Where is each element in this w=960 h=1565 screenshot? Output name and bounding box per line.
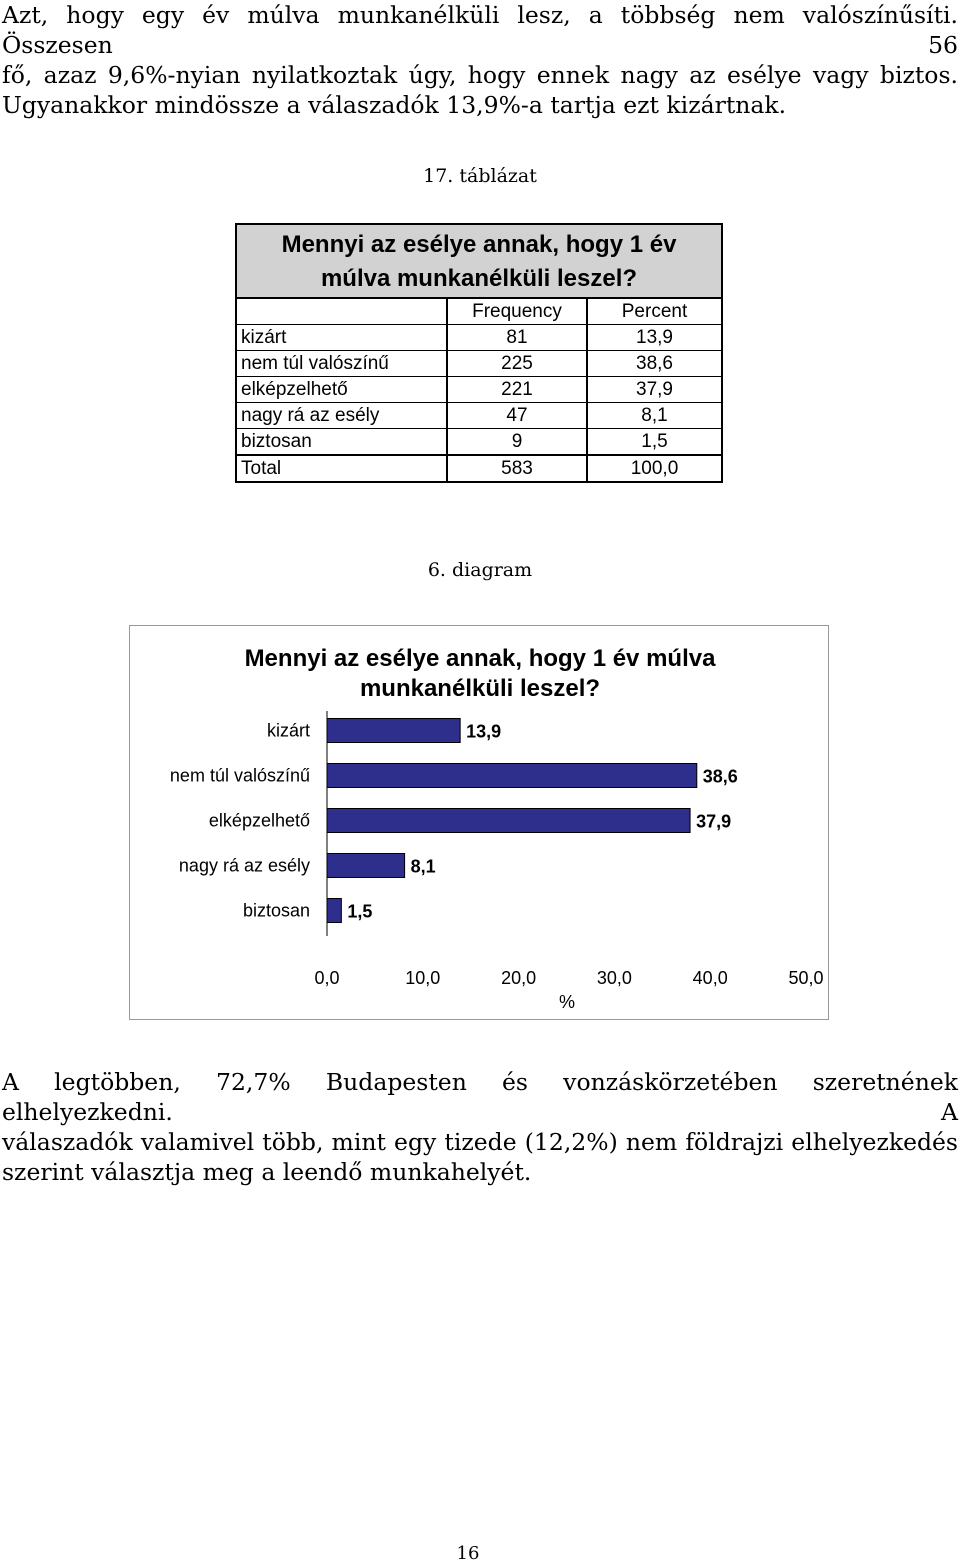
chart-caption: 6. diagram (427, 559, 533, 581)
total-label: Total (236, 455, 447, 482)
closing-line-3: szerint választja meg a leendő munkahelyét. (2, 1158, 532, 1186)
table-header-row (236, 298, 722, 325)
bar (327, 764, 697, 788)
row-percent: 37,9 (587, 377, 722, 403)
bar-chart-svg (130, 626, 828, 1019)
table-title (236, 224, 722, 298)
x-tick-label: 20,0 (501, 968, 537, 988)
row-frequency: 225 (447, 351, 587, 377)
bar (327, 809, 690, 833)
chart-title-line-1: Mennyi az esélye annak, hogy 1 év múlva (244, 645, 716, 672)
row-label: nem túl valószínű (236, 351, 447, 377)
table-row (236, 403, 722, 429)
category-label: kizárt (266, 720, 310, 741)
bar (327, 854, 405, 878)
row-frequency: 81 (447, 325, 587, 351)
row-label: kizárt (236, 325, 447, 351)
x-tick-label: 50,0 (788, 968, 824, 988)
x-tick-label: 40,0 (692, 968, 728, 988)
row-percent: 8,1 (587, 403, 722, 429)
table-title-line-2: múlva munkanélküli leszel? (320, 265, 638, 292)
table-row (236, 351, 722, 377)
frequency-table (235, 223, 723, 483)
category-label: biztosan (242, 900, 310, 921)
row-frequency: 47 (447, 403, 587, 429)
bar-value-label: 13,9 (466, 721, 502, 742)
closing-line-2: válaszadók valamivel több, mint egy tizede (12,2%) nem földrajzi elhelyezkedés (2, 1128, 958, 1156)
chart-title-line-2: munkanélküli leszel? (359, 675, 601, 702)
header-label (236, 298, 447, 325)
table-row (236, 429, 722, 456)
category-label: nem túl valószínű (169, 765, 310, 786)
bar-value-label: 8,1 (410, 856, 436, 877)
bar-chart (129, 625, 829, 1020)
closing-line-1: A legtöbben, 72,7% Budapesten és vonzáskörzetében szeretnének elhelyezkedni. A (2, 1068, 958, 1126)
x-tick-label: 30,0 (596, 968, 632, 988)
row-frequency: 221 (447, 377, 587, 403)
total-percent: 100,0 (587, 455, 722, 482)
x-tick-label: 10,0 (405, 968, 441, 988)
intro-line-1: Azt, hogy egy év múlva munkanélküli lesz, a többség nem valószínűsíti. Összesen 56 (2, 1, 958, 59)
category-label: nagy rá az esély (178, 855, 310, 876)
bar-value-label: 37,9 (696, 811, 732, 832)
intro-paragraph (2, 0, 958, 120)
row-label: elképzelhető (236, 377, 447, 403)
row-percent: 13,9 (587, 325, 722, 351)
table-title-line-1: Mennyi az esélye annak, hogy 1 év (281, 231, 677, 258)
intro-line-2: fő, azaz 9,6%-nyian nyilatkoztak úgy, hogy ennek nagy az esélye vagy biztos. (2, 61, 958, 89)
page-number: 16 (456, 1543, 480, 1564)
table-caption: 17. táblázat (423, 165, 537, 187)
row-label: nagy rá az esély (236, 403, 447, 429)
table-row (236, 377, 722, 403)
bar-value-label: 1,5 (347, 901, 373, 922)
table-row (236, 325, 722, 351)
intro-line-3: Ugyanakkor mindössze a válaszadók 13,9%-a tartja ezt kizártnak. (2, 91, 787, 119)
row-label: biztosan (236, 429, 447, 456)
table-total-row (236, 455, 722, 482)
bar-value-label: 38,6 (702, 766, 738, 787)
x-tick-label: 0,0 (314, 968, 340, 988)
row-percent: 38,6 (587, 351, 722, 377)
category-label: elképzelhető (208, 810, 310, 831)
bar (327, 899, 341, 923)
bar (327, 719, 460, 743)
header-frequency: Frequency (447, 298, 587, 325)
row-frequency: 9 (447, 429, 587, 456)
closing-paragraph (2, 1067, 958, 1187)
row-percent: 1,5 (587, 429, 722, 456)
header-percent: Percent (587, 298, 722, 325)
x-axis-label: % (558, 992, 576, 1012)
total-frequency: 583 (447, 455, 587, 482)
